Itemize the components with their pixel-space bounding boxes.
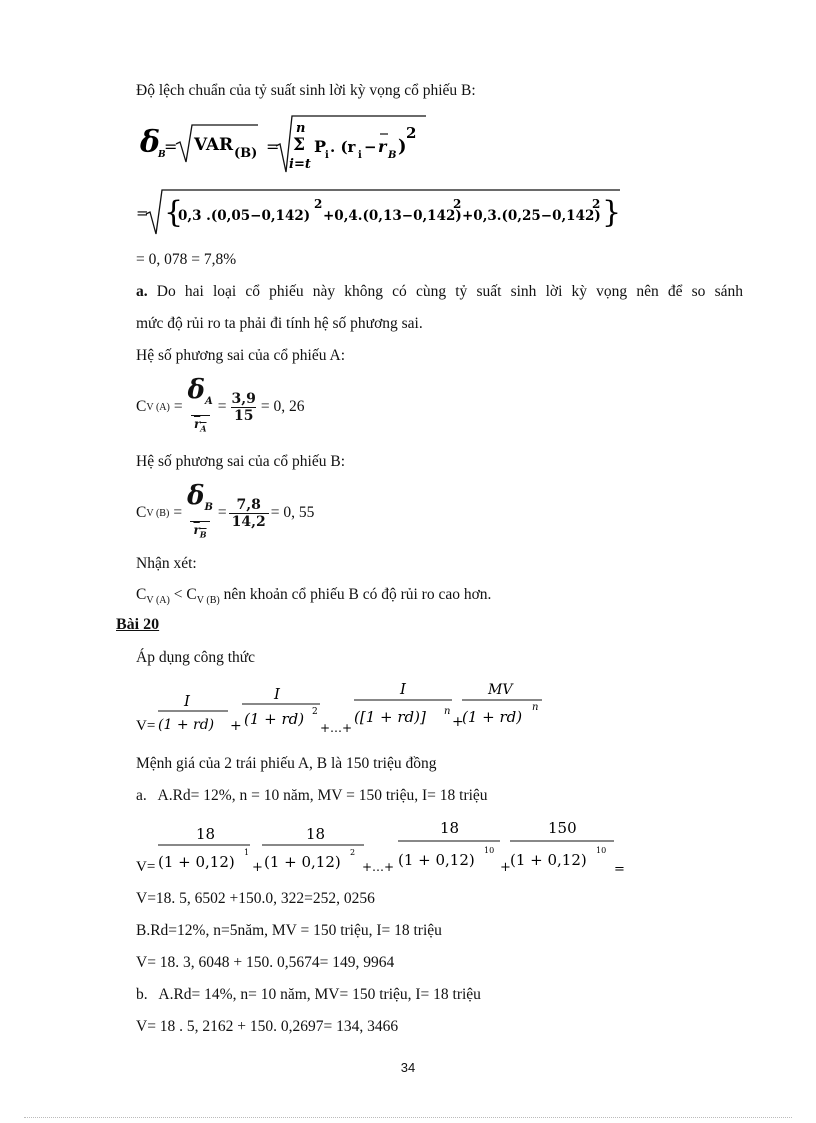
den-value: 15 [231, 407, 256, 424]
rbar-sub: A [200, 423, 207, 434]
rbar-sub: B [388, 150, 397, 161]
equals-2: = [217, 398, 227, 415]
paragraph-a-text: Do hai loại cổ phiếu này không có cùng tỷ suất sinh lời kỳ vọng nên để so sánh [156, 283, 744, 300]
denominator: (1 + 0,12) [264, 853, 341, 871]
std-dev-calc-svg [136, 186, 656, 238]
cv-fraction-2 [229, 497, 269, 530]
denominator: (1 + rd) [158, 717, 215, 733]
term-3: +0,3.(0,25−0,142) [462, 208, 601, 224]
right-brace: } [602, 195, 622, 230]
prob-p: P [314, 137, 327, 156]
page-bottom-border [24, 1117, 792, 1118]
rbar: r [193, 523, 200, 538]
numerator-i: I [400, 680, 406, 698]
cv-c: C [136, 504, 147, 521]
text-line: Áp dụng công thức [136, 649, 256, 666]
text-line: V= 18. 3, 6048 + 150. 0,5674= 149, 9964 [136, 954, 395, 971]
numerator: 18 [196, 825, 216, 843]
equals-2: = [266, 137, 280, 156]
text-line: Độ lệch chuẩn của tỷ suất sinh lời kỳ vọng cổ phiếu B: [136, 82, 476, 99]
plus: + [230, 718, 242, 734]
less-than: < [169, 586, 187, 603]
cv-fraction-1 [185, 377, 216, 437]
rbar: r [378, 137, 387, 156]
numerator-mv: MV [488, 682, 513, 698]
rbar-sub: B [199, 529, 207, 540]
equals: = [173, 504, 183, 521]
delta: δ [187, 481, 205, 512]
paragraph-a-line-2: mức độ rủi ro ta phải đi tính hệ số phương sai. [136, 315, 423, 332]
power: 10 [484, 846, 495, 855]
text-line: b. A.Rd= 14%, n= 10 năm, MV= 150 triệu, I= 18 triệu [136, 986, 481, 1003]
sum-symbol: Σ [293, 135, 306, 155]
cv-num [185, 377, 216, 415]
prob-sub: i [325, 150, 329, 161]
cv-c: C [136, 586, 147, 603]
sum-bottom: i=t [289, 157, 311, 172]
minus: − [364, 138, 377, 156]
text-line: Mệnh giá của 2 trái phiếu A, B là 150 triệu đồng [136, 755, 437, 772]
term-r: . (r [330, 138, 356, 156]
numerator: 150 [548, 819, 577, 837]
comparison-line [136, 586, 491, 606]
numerator-i: I [274, 685, 280, 703]
delta-sub: B [204, 502, 213, 514]
delta-symbol: δ [140, 125, 161, 160]
equals: = [173, 398, 183, 415]
cv-sub: V (B) [196, 595, 220, 607]
den-value: 14,2 [229, 513, 269, 530]
text-line: B.Rd=12%, n=5năm, MV = 150 triệu, I= 18 triệu [136, 922, 442, 939]
cv-c: C [136, 398, 147, 415]
cv-sub: V (A) [146, 401, 170, 413]
power-2: 2 [406, 124, 417, 142]
section-title: Bài 20 [116, 616, 160, 633]
equals: = [164, 137, 178, 156]
left-brace: { [164, 195, 184, 230]
denominator: ([1 + rd)] [354, 708, 426, 726]
cv-sub: V (A) [146, 595, 170, 607]
comparison-text: nên khoản cổ phiếu B có độ rủi ro cao hơn. [219, 586, 492, 603]
term-1-pow: 2 [314, 197, 323, 211]
var-label: VAR [194, 135, 234, 155]
numerator: 18 [440, 819, 460, 837]
text-line: Nhận xét: [136, 555, 197, 572]
denominator: (1 + 0,12) [398, 851, 475, 869]
plus: + [252, 860, 263, 875]
power: 10 [596, 846, 607, 855]
power: 2 [312, 707, 318, 717]
delta-sub: B [158, 150, 166, 160]
paragraph-a-line-1 [136, 283, 743, 301]
numerator: 18 [306, 825, 326, 843]
term-r-sub: i [358, 150, 362, 161]
v-equals: V= [136, 718, 156, 734]
var-arg: (B) [234, 146, 258, 161]
denominator: (1 + rd) [462, 708, 523, 726]
text-line: V=18. 5, 6502 +150.0, 322=252, 0256 [136, 890, 375, 907]
text-line: a. A.Rd= 12%, n = 10 năm, MV = 150 triệu, I= 18 triệu [136, 787, 488, 804]
num-value: 7,8 [236, 496, 261, 513]
plus: + [500, 860, 511, 875]
std-dev-formula-svg [136, 112, 456, 180]
term-1: 0,3 .(0,05−0,142) [178, 208, 311, 224]
plus: + [452, 714, 464, 730]
cv-c: C [186, 586, 197, 603]
ellipsis-plus: +…+ [362, 860, 395, 874]
power: n [444, 706, 451, 717]
result-line: = 0, 078 = 7,8% [136, 251, 237, 268]
denominator: (1 + rd) [244, 710, 305, 728]
denominator: (1 + 0,12) [158, 853, 235, 871]
ellipsis-plus: +…+ [320, 721, 353, 735]
equals: = [614, 862, 625, 877]
cv-b-formula [136, 481, 315, 542]
denominator: (1 + 0,12) [510, 851, 587, 869]
delta-sub: A [205, 396, 213, 408]
power: 1 [244, 848, 250, 857]
delta: δ [187, 375, 206, 406]
close-paren: ) [398, 136, 407, 157]
num-value: 3,9 [231, 390, 256, 407]
text-line: Hệ số phương sai của cổ phiếu B: [136, 453, 346, 470]
rbar: r [193, 417, 201, 432]
cv-result: = 0, 55 [270, 504, 315, 521]
power: n [532, 702, 539, 713]
v-equals: V= [136, 859, 156, 875]
cv-fraction-2 [229, 391, 259, 424]
cv-sub: V (B) [146, 507, 170, 519]
cv-a-formula [136, 375, 305, 436]
text-line: V= 18 . 5, 2162 + 150. 0,2697= 134, 3466 [136, 1018, 399, 1035]
cv-num [184, 483, 216, 521]
cv-result: = 0, 26 [260, 398, 305, 415]
sum-top: n [296, 121, 306, 136]
term-2-pow: 2 [453, 197, 462, 211]
equals: = [136, 204, 149, 222]
cv-den [191, 415, 210, 436]
numerator-i: I [184, 692, 190, 710]
text-line: Hệ số phương sai của cổ phiếu A: [136, 347, 346, 364]
power: 2 [350, 848, 356, 857]
equals-2: = [217, 504, 227, 521]
cv-den [190, 521, 209, 542]
page-number: 34 [400, 1060, 416, 1075]
bond-calc-svg [136, 815, 636, 879]
term-3-pow: 2 [592, 197, 601, 211]
cv-fraction-1 [184, 483, 216, 543]
bond-formula-svg [136, 678, 576, 740]
term-2: +0,4.(0,13−0,142) [323, 208, 462, 224]
label-a: a. [136, 283, 148, 300]
